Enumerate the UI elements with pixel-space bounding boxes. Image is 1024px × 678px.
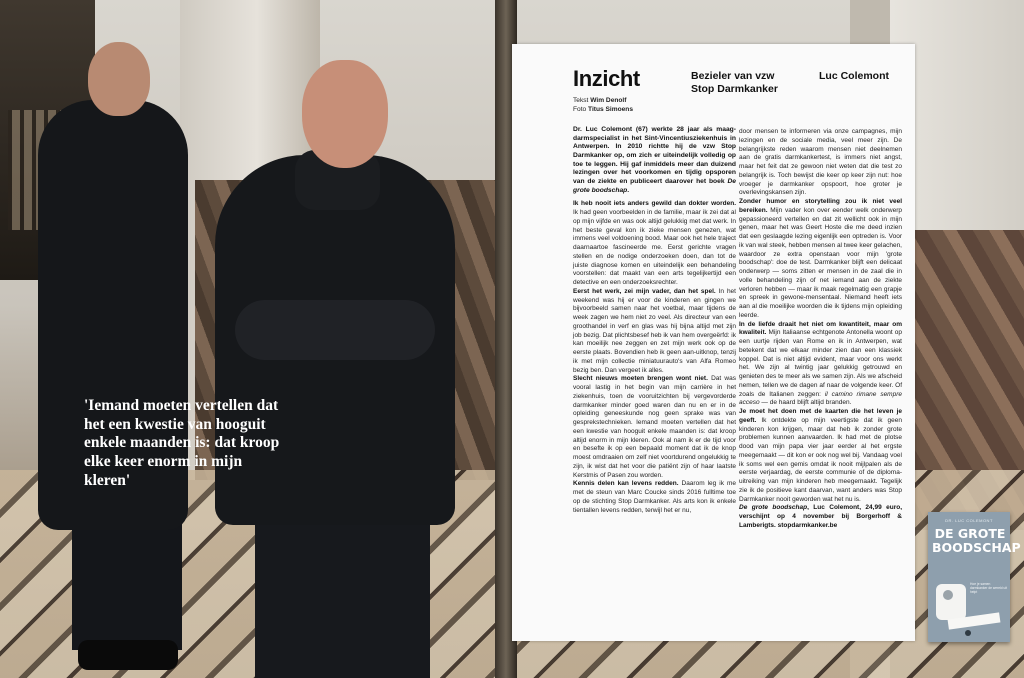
book-title: DE GROTE BOODSCHAP — [932, 526, 1021, 555]
portrait-head — [302, 60, 388, 168]
text-credit: Tekst Wim Denolf — [573, 97, 627, 104]
column-left — [573, 126, 736, 515]
article-subject: Luc Colemont — [819, 70, 889, 82]
paragraph: Ik heb nooit iets anders gewild dan dokter worden. Ik had geen voorbeelden in de familie, maar ik zei dat al op mijn vijfde en was ook altijd gelukkig met dat werk. In het beste geval kon ik zieke mensen genezen, wat immens veel voldoening bood. Maar ook het hele traject daarnaartoe fascineerde me. Eerst gerichte vragen stellen en de nodige onderzoeken doen, dan tot de juiste diagnose komen en uiteindelijk een behandeling voorstellen: dat maakt van een arts tegelijkertijd een detective en een onderzoeksrechter. — [573, 200, 736, 286]
paragraph: Eerst het werk, zei mijn vader, dan het spel. In het weekend was hij er voor de kinderen en gingen we bijvoorbeeld samen naar het voetbal, maar tijdens de week zagen we hem niet zo veel. Als directeur van een groothandel in verf en glas was hij bijna altijd met zijn job bezig. Dat plichtsbesef heb ik van hem overgeërfd: ik kan moeilijk nee zeggen en zet mijn werk ook op de eerste plaats. Bovendien heb ik geen aan-uitknop, tenzij ik met mijn collectie miniatuurauto's van Alfa Romeo bezig ben. Dan vergeet ik alles. — [573, 287, 736, 374]
toilet-roll-icon — [936, 584, 966, 620]
portrait-crossed-arms — [235, 300, 435, 360]
section-kicker: Inzicht — [573, 66, 640, 91]
column-right — [739, 128, 902, 531]
pull-quote: 'Iemand moeten vertellen dat het een kwestie van hooguit enkele maanden is: dat kroop elke keer enorm in mijn kleren' — [84, 397, 280, 489]
publisher-logo-icon — [965, 630, 971, 636]
reflection-shoes — [78, 640, 178, 670]
paragraph: Je moet het doen met de kaarten die het leven je geeft. Ik ontdekte op mijn veertigste dat ik geen kinderen kon krijgen, maar dat heb ik zonder grote problemen kunnen aanvaarden. Ik had met de plotse dood van mijn papa vier jaar eerder al het ergste meegemaakt — dit kon er ook nog wel bij. Vandaag voel ik soms wel een gemis omdat ik nooit mijlpalen als de eerste verjaardag, de eerste communie of de diploma-uitreiking van mijn kinderen heb meegemaakt. Tegelijk zie ik de positieve kant daarvan, want anders was Stop Darmkanker nooit geworden wat het nu is. — [739, 408, 902, 503]
reflection-legs — [72, 520, 182, 650]
book-author: DR. LUC COLEMONT — [945, 518, 993, 523]
book-cover — [928, 512, 1021, 642]
paragraph: door mensen te informeren via onze campagnes, mijn lezingen en de sociale media, veel meer zijn. De belangrijkste reden waarom mensen niet deelnemen aan de gratis darmkankertest, is immers niet angst, maar het feit dat ze gewoon niet weten dat die test zo belangrijk is. Toch bewijst die keer op keer zijn nut: hoe vroeger je darmkanker opspoort, hoe groter je overlevingskansen zijn. — [739, 128, 902, 197]
credits — [573, 97, 633, 114]
paragraph: In de liefde draait het niet om kwantiteit, maar om kwaliteit. Mijn Italiaanse echtgenote Antonella woont op een uurtje rijden van Rome en ik in Antwerpen, wat betekent dat we elkaar minder zien dan een klassiek koppel. Dat is niet altijd evident, maar voor ons werkt het. We zijn al twintig jaar gelukkig getrouwd en genieten des te meer als we samen zijn. Als we afscheid nemen, tellen we de dagen af naar de volgende keer. Of zoals de Italianen zeggen: il camino rimane sempre acceso — de haard blijft altijd branden. — [739, 320, 902, 407]
book-tagline: Hoe je samen darmkanker de wereld uit helpt — [970, 582, 1008, 594]
paragraph: Kennis delen kan levens redden. Daarom leg ik me met de steun van Marc Coucke sinds 2016 fulltime toe op de stichting Stop Darmkanker. Als arts kon ik enkele tientallen levens redden, terwijl het er nu, — [573, 480, 736, 514]
paragraph: Zonder humor en storytelling zou ik niet veel bereiken. Mijn vader kon over eender welk onderwerp gepassioneerd vertellen en dat zit wellicht ook in mijn genen, maar het was Geert Hoste die me deed inzien dat een geslaagde lezing eigenlijk een optreden is. Voor ik van wal steek, hebben mensen al twee keer gelachen, waardoor ze extra openstaan voor mijn 'grote boodschap': doe de test. Darmkanker blijft een delicaat onderwerp — soms zitten er mensen in de zaal die in volle behandeling zijn of net iemand aan de ziekte verloren hebben — maar ik maak regelmatig een grapje en spreek in gewone-mensentaal. Niemand heeft iets aan al die moeilijke woorden die ik tijdens mijn opleiding leerde. — [739, 198, 902, 319]
toilet-roll-core-icon — [943, 590, 953, 600]
photo-credit: Foto Titus Simoens — [573, 105, 633, 113]
reflection-head — [88, 42, 150, 116]
lead-paragraph: Dr. Luc Colemont (67) werkte 28 jaar als maag-darmspecialist in het Sint-Vincentiusziekenhuis in Antwerpen. In 2010 richtte hij de vzw Stop Darmkanker op, om zich er uiteindelijk volledig op toe te leggen. Hij gaf inmiddels meer dan duizend lezingen over het voorkomen en tijdig opsporen van de ziekte en publiceert daarover het boek De grote boodschap. — [573, 126, 736, 194]
paragraph: Slecht nieuws moeten brengen wont niet. Dat was vooral lastig in het begin van mijn carrière in het ziekenhuis, toen de vooruitzichten bij vergevorderde darmkanker minder goed waren dan nu en er in de opleiding geneeskunde nog geen sprake was van gesprekstechnieken. Iemand moeten vertellen dat het een kwestie van hooguit enkele maanden is: dat kroop altijd enorm in mijn kleren. Ook al nam ik er de tijd voor en besefte ik op een bepaald moment dat ik de knop moest omdraaien om zelf niet voortdurend ongelukkig te zijn, ik wist dat het voor die patiënt zijn of haar laatste Kerstmis of Pasen zou worden. — [573, 375, 736, 479]
article-page — [512, 44, 915, 641]
book-info: De grote boodschap, Luc Colemont, 24,99 euro, verschijnt op 4 november bij Borgerhoff & Lamberigts. stopdarmkanker.be — [739, 504, 902, 529]
article-deck: Bezieler van vzw Stop Darmkanker — [691, 70, 778, 95]
